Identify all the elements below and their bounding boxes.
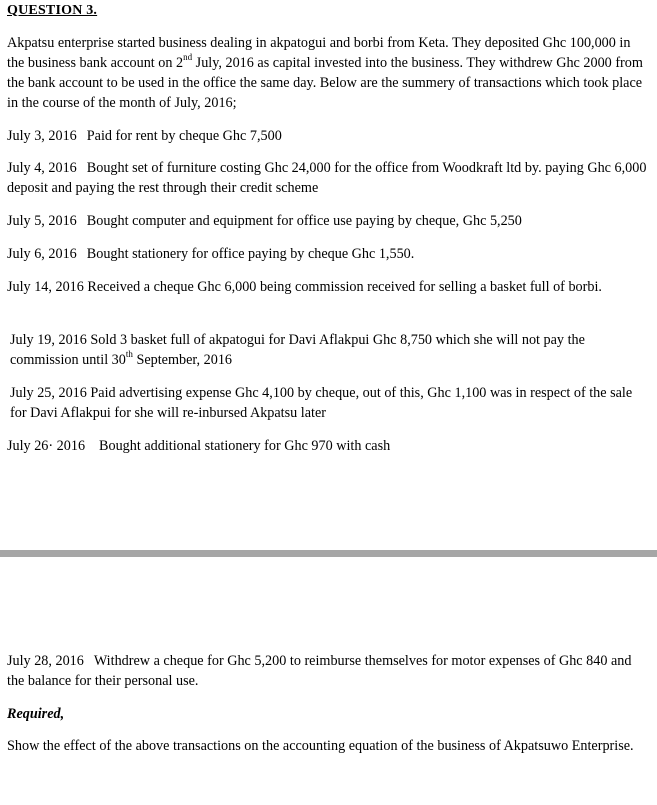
required-text: Show the effect of the above transactions on the accounting equation of the business of Akpatsuwo Enterprise. [7, 738, 634, 754]
intro-text-part2: July, 2016 as capital invested into the business. They withdrew Ghc 2000 from the bank account to be used in the office the same day. Below are the summery of transactions which took place in the course of the month of July, 2016; [7, 55, 643, 111]
transaction-item [7, 244, 647, 264]
transaction-text: Bought additional stationery for Ghc 970 with cash [99, 438, 391, 454]
intro-superscript: nd [183, 52, 193, 63]
transaction-date: July 19, 2016 [10, 332, 87, 348]
transaction-item [10, 330, 650, 370]
transaction-text: Received a cheque Ghc 6,000 being commission received for selling a basket full of borbi. [87, 279, 602, 295]
page-break-divider [0, 550, 657, 557]
transaction-item [7, 126, 647, 146]
transaction-item [7, 277, 647, 297]
transaction-date: July 3, 2016 [7, 128, 77, 144]
transaction-item [10, 383, 650, 423]
intro-paragraph [7, 33, 647, 113]
transaction-date: July 5, 2016 [7, 213, 77, 229]
required-label: Required, [7, 706, 65, 722]
transaction-date: July 4, 2016 [7, 160, 77, 176]
transaction-item [7, 651, 647, 691]
transaction-text: Withdrew a cheque for Ghc 5,200 to reimburse themselves for motor expenses of Ghc 840 and the balance for their personal use. [7, 653, 632, 689]
transaction-text: Paid for rent by cheque Ghc 7,500 [86, 128, 282, 144]
transaction-date: July 6, 2016 [7, 246, 77, 262]
transaction-superscript: th [125, 349, 133, 360]
transaction-text-part1: Sold 3 basket full of akpatogui for Davi Aflakpui Ghc 8,750 which she will not pay the commission until 30 [10, 332, 585, 368]
transaction-text: Bought stationery for office paying by cheque Ghc 1,550. [86, 246, 415, 262]
transaction-text: Paid advertising expense Ghc 4,100 by cheque, out of this, Ghc 1,100 was in respect of the sale for Davi Aflakpui for she will re-inbursed Akpatsu later [10, 385, 633, 421]
transaction-date: July 28, 2016 [7, 653, 84, 669]
intro-text-part1: Akpatsu enterprise started business dealing in akpatogui and borbi from Keta. They deposited Ghc 100,000 in the business bank account on 2 [7, 35, 631, 71]
transaction-date: July 26· 2016 [7, 438, 86, 454]
transaction-text-part2: September, 2016 [132, 352, 233, 368]
transaction-text: Bought set of furniture costing Ghc 24,000 for the office from Woodkraft ltd by. paying Ghc 6,000 deposit and paying the rest through their credit scheme [7, 160, 647, 196]
transaction-item [7, 211, 647, 231]
transaction-date: July 14, 2016 [7, 279, 84, 295]
transaction-date: July 25, 2016 [10, 385, 87, 401]
transaction-item [7, 436, 647, 456]
transaction-item [7, 158, 647, 198]
transaction-text: Bought computer and equipment for office use paying by cheque, Ghc 5,250 [86, 213, 522, 229]
question-heading: QUESTION 3. [7, 3, 98, 18]
